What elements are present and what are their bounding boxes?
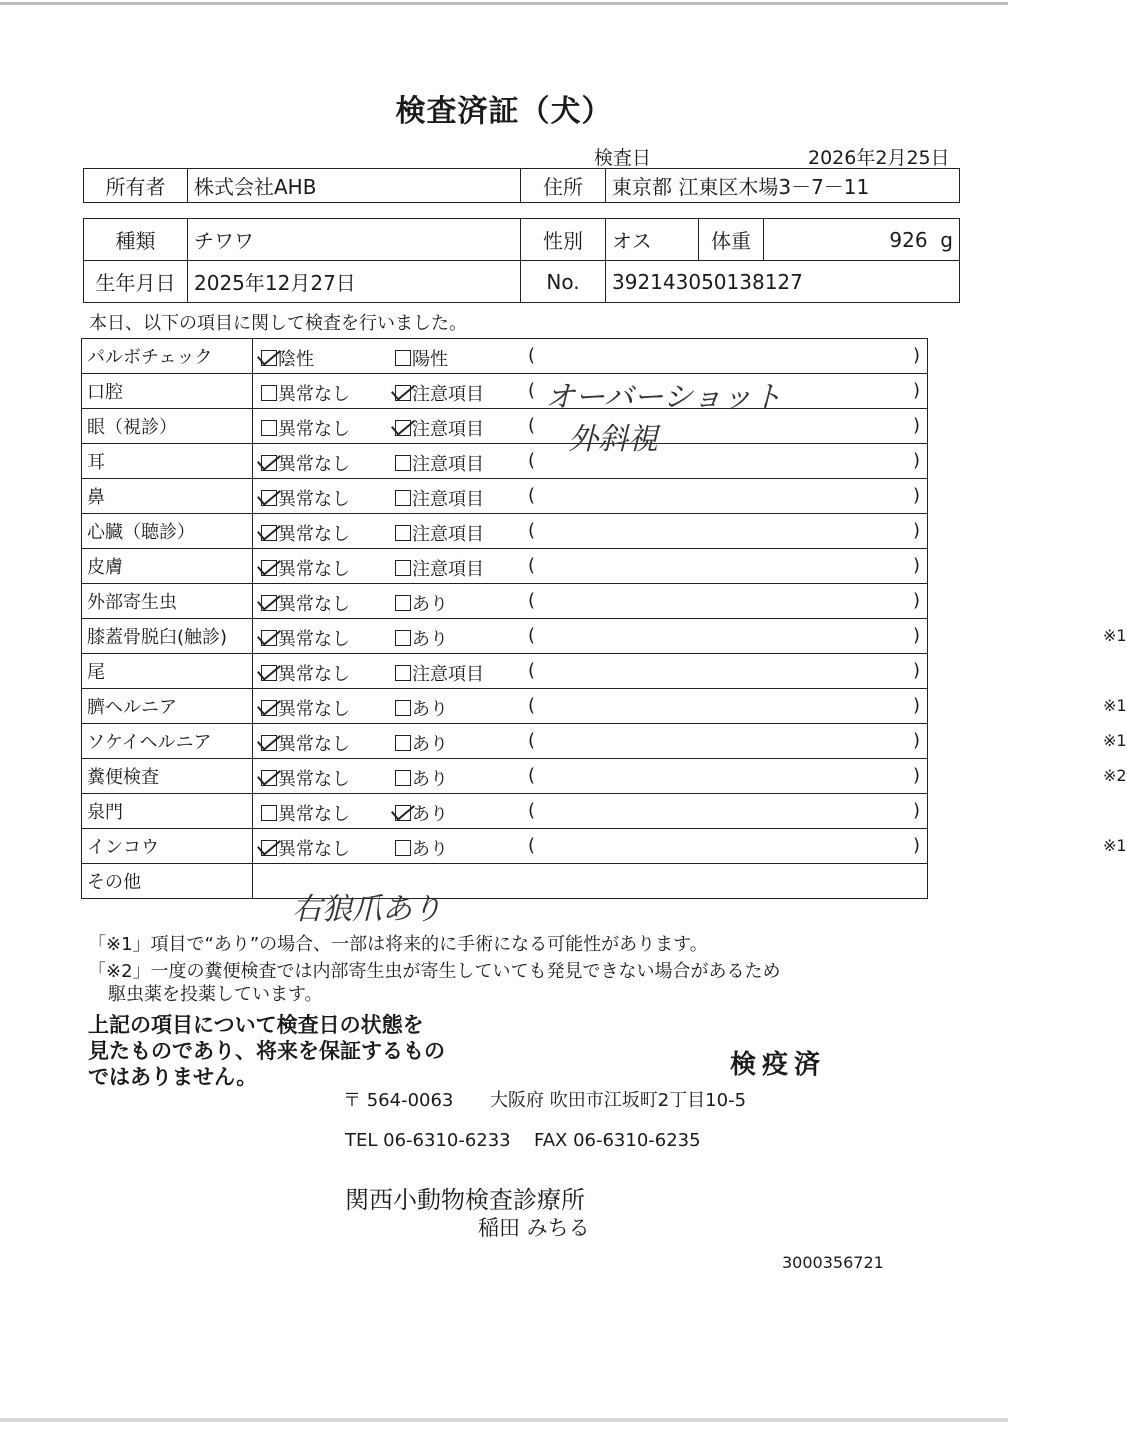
item-name: ソケイヘルニア <box>82 724 253 759</box>
item-name: インコウ <box>82 829 253 864</box>
table-row <box>82 374 928 409</box>
item-result <box>253 549 928 584</box>
option-1-label: 異常なし <box>278 839 350 860</box>
paren-open-icon: ( <box>528 520 536 541</box>
handwritten-note-eye: 外斜視 <box>568 422 658 457</box>
option-1-label: 異常なし <box>278 699 350 720</box>
paren-open-icon: ( <box>528 450 536 471</box>
option-2-label: 注意項目 <box>412 664 484 685</box>
option-2-label: 陽性 <box>412 349 448 370</box>
owner-table <box>83 168 960 203</box>
paren-open-icon: ( <box>528 800 536 821</box>
item-result <box>253 724 1127 759</box>
paren-close-icon: ) <box>913 485 921 506</box>
checkbox-icon <box>395 455 411 471</box>
option-1-label: 異常なし <box>278 489 350 510</box>
item-name: 糞便検査 <box>82 759 253 794</box>
footnote-mark: ※1 <box>1103 836 1127 855</box>
weight-label: 体重 <box>699 219 764 261</box>
checkbox-icon <box>395 560 411 576</box>
checkbox-icon <box>395 350 411 366</box>
option-2 <box>395 520 484 546</box>
paren-open-icon: ( <box>528 660 536 681</box>
paren-open-icon: ( <box>528 345 536 366</box>
footnote-mark: ※1 <box>1103 696 1127 715</box>
table-row <box>82 794 928 829</box>
paren-open-icon: ( <box>528 380 536 401</box>
table-row <box>82 339 928 374</box>
sex-label: 性別 <box>521 219 606 261</box>
checkbox-icon <box>395 420 411 436</box>
exam-date-label: 検査日 <box>594 147 652 169</box>
item-name: 心臓（聴診） <box>82 514 253 549</box>
paren-close-icon: ) <box>913 695 921 716</box>
checkbox-icon <box>395 525 411 541</box>
paren-open-icon: ( <box>528 590 536 611</box>
checkbox-icon <box>261 595 277 611</box>
paren-close-icon: ) <box>913 625 921 646</box>
item-name: 皮膚 <box>82 549 253 584</box>
table-row <box>82 584 928 619</box>
checkbox-icon <box>261 700 277 716</box>
option-1-label: 陰性 <box>278 349 314 370</box>
paren-close-icon: ) <box>913 730 921 751</box>
item-name-other: その他 <box>82 864 253 899</box>
table-row <box>82 689 928 724</box>
paren-close-icon: ) <box>913 415 921 436</box>
option-1-label: 異常なし <box>278 629 350 650</box>
checkbox-icon <box>395 665 411 681</box>
paren-close-icon: ) <box>913 660 921 681</box>
clinic-fax: FAX 06-6310-6235 <box>534 1130 701 1151</box>
footnote-mark: ※1 <box>1103 626 1127 645</box>
footnote-mark: ※2 <box>1103 766 1127 785</box>
option-2-label: 注意項目 <box>412 524 484 545</box>
option-2-label: 注意項目 <box>412 489 484 510</box>
checkbox-icon <box>261 665 277 681</box>
option-1-label: 異常なし <box>278 384 350 405</box>
item-result <box>253 689 1127 724</box>
clinic-person: 稲田 みちる <box>478 1216 590 1240</box>
option-1 <box>261 415 350 441</box>
checkbox-icon <box>261 840 277 856</box>
option-1 <box>261 450 350 476</box>
birth-label: 生年月日 <box>84 261 188 303</box>
table-row <box>82 549 928 584</box>
table-row <box>82 759 928 794</box>
option-2 <box>395 660 484 686</box>
option-2 <box>395 450 484 476</box>
paren-open-icon: ( <box>528 555 536 576</box>
paren-close-icon: ) <box>913 835 921 856</box>
option-1-label: 異常なし <box>278 559 350 580</box>
breed-label: 種類 <box>84 219 188 261</box>
option-1-label: 異常なし <box>278 734 350 755</box>
paren-close-icon: ) <box>913 590 921 611</box>
footnote-mark: ※1 <box>1103 731 1127 750</box>
option-1-label: 異常なし <box>278 804 350 825</box>
footnote-2: 「※2」一度の糞便検査では内部寄生虫が寄生していても発見できない場合があるため <box>88 961 781 982</box>
item-name: 泉門 <box>82 794 253 829</box>
checkbox-icon <box>261 525 277 541</box>
owner-value: 株式会社AHB <box>188 169 521 203</box>
address-label: 住所 <box>521 169 606 203</box>
handwritten-note-oral: オーバーショット <box>545 380 783 415</box>
checkbox-icon <box>395 630 411 646</box>
option-2 <box>395 485 484 511</box>
option-2-label: あり <box>412 699 448 720</box>
option-2-label: あり <box>412 594 448 615</box>
option-2-label: あり <box>412 804 448 825</box>
option-1 <box>261 800 350 826</box>
document-code: 3000356721 <box>782 1253 884 1272</box>
checkbox-icon <box>261 385 277 401</box>
option-2 <box>395 555 484 581</box>
checkbox-icon <box>261 560 277 576</box>
item-result <box>253 514 928 549</box>
option-2-label: あり <box>412 839 448 860</box>
item-name: 眼（視診） <box>82 409 253 444</box>
checkbox-icon <box>261 350 277 366</box>
option-1 <box>261 660 350 686</box>
paren-close-icon: ) <box>913 345 921 366</box>
option-1 <box>261 695 350 721</box>
item-name: 耳 <box>82 444 253 479</box>
option-2-label: あり <box>412 734 448 755</box>
option-1-label: 異常なし <box>278 419 350 440</box>
option-1 <box>261 730 350 756</box>
checkbox-icon <box>261 735 277 751</box>
footnote-1: 「※1」項目で“あり”の場合、一部は将来的に手術になる可能性があります。 <box>88 934 708 955</box>
checkbox-icon <box>395 490 411 506</box>
no-value: 392143050138127 <box>606 261 960 303</box>
table-row <box>82 829 928 864</box>
birth-value: 2025年12月27日 <box>188 261 521 303</box>
paren-open-icon: ( <box>528 415 536 436</box>
handwritten-note-other: 右狼爪あり <box>292 892 442 927</box>
item-result <box>253 654 928 689</box>
option-2 <box>395 380 484 406</box>
option-1 <box>261 835 350 861</box>
table-row <box>82 619 928 654</box>
option-2 <box>395 730 448 756</box>
breed-value: チワワ <box>188 219 521 261</box>
item-result <box>253 759 1127 794</box>
clinic-name: 関西小動物検査診療所 <box>345 1186 585 1214</box>
option-1 <box>261 590 350 616</box>
item-name: 外部寄生虫 <box>82 584 253 619</box>
option-2 <box>395 800 448 826</box>
option-1 <box>261 520 350 546</box>
scan-top-edge <box>0 2 1008 5</box>
no-label: No. <box>521 261 606 303</box>
item-result <box>253 794 928 829</box>
quarantine-stamp: 検疫済 <box>730 1050 827 1080</box>
table-row <box>82 444 928 479</box>
exam-date-value: 2026年2月25日 <box>808 147 950 169</box>
owner-label: 所有者 <box>84 169 188 203</box>
option-2 <box>395 765 448 791</box>
checkbox-icon <box>261 420 277 436</box>
clinic-address: 大阪府 吹田市江坂町2丁目10-5 <box>490 1090 747 1111</box>
checkbox-icon <box>261 805 277 821</box>
option-2-label: あり <box>412 769 448 790</box>
option-2-label: 注意項目 <box>412 419 484 440</box>
dog-table <box>83 218 960 303</box>
option-1-label: 異常なし <box>278 524 350 545</box>
clinic-tel: TEL 06-6310-6233 <box>345 1130 511 1151</box>
item-name: 鼻 <box>82 479 253 514</box>
item-name: 尾 <box>82 654 253 689</box>
table-row <box>82 514 928 549</box>
table-row <box>82 479 928 514</box>
checkbox-icon <box>395 385 411 401</box>
paren-open-icon: ( <box>528 485 536 506</box>
option-2-label: 注意項目 <box>412 559 484 580</box>
scan-bottom-edge <box>0 1418 1008 1422</box>
item-result <box>253 829 1127 864</box>
declaration-line-3: ではありません。 <box>88 1065 258 1089</box>
clinic-postal: 〒 564-0063 <box>343 1090 454 1111</box>
checkbox-icon <box>395 735 411 751</box>
option-1 <box>261 345 314 371</box>
option-1-label: 異常なし <box>278 454 350 475</box>
declaration-line-2: 見たものであり、将来を保証するもの <box>88 1039 445 1063</box>
declaration-line-1: 上記の項目について検査日の状態を <box>88 1013 424 1037</box>
paren-close-icon: ) <box>913 800 921 821</box>
inspection-table <box>81 338 1127 899</box>
option-2 <box>395 835 448 861</box>
option-1 <box>261 625 350 651</box>
option-2 <box>395 590 448 616</box>
checkbox-icon <box>395 595 411 611</box>
option-1-label: 異常なし <box>278 664 350 685</box>
weight-cell <box>764 219 960 261</box>
option-1 <box>261 555 350 581</box>
checkbox-icon <box>261 490 277 506</box>
sex-value: オス <box>606 219 699 261</box>
paren-open-icon: ( <box>528 765 536 786</box>
weight-value: 926 <box>889 227 928 252</box>
paren-close-icon: ) <box>913 380 921 401</box>
option-2 <box>395 415 484 441</box>
table-row <box>82 654 928 689</box>
document-title: 検査済証（犬） <box>395 94 613 129</box>
table-row <box>82 409 928 444</box>
paren-close-icon: ) <box>913 450 921 471</box>
checkbox-icon <box>395 770 411 786</box>
paren-close-icon: ) <box>913 765 921 786</box>
item-result <box>253 339 928 374</box>
option-2 <box>395 695 448 721</box>
intro-text: 本日、以下の項目に関して検査を行いました。 <box>89 313 467 334</box>
item-result <box>253 479 928 514</box>
paren-open-icon: ( <box>528 835 536 856</box>
paren-open-icon: ( <box>528 730 536 751</box>
option-2 <box>395 625 448 651</box>
table-row-other <box>82 864 928 899</box>
checkbox-icon <box>395 700 411 716</box>
checkbox-icon <box>261 770 277 786</box>
paren-close-icon: ) <box>913 555 921 576</box>
option-2-label: 注意項目 <box>412 384 484 405</box>
checkbox-icon <box>395 805 411 821</box>
checkbox-icon <box>395 840 411 856</box>
item-name: 臍ヘルニア <box>82 689 253 724</box>
option-2-label: あり <box>412 629 448 650</box>
item-result <box>253 619 1127 654</box>
option-1 <box>261 380 350 406</box>
item-result <box>253 584 928 619</box>
footnote-2-cont: 駆虫薬を投薬しています。 <box>108 984 323 1005</box>
paren-close-icon: ) <box>913 520 921 541</box>
option-1-label: 異常なし <box>278 594 350 615</box>
item-name: 膝蓋骨脱臼(触診) <box>82 619 253 654</box>
checkbox-icon <box>261 630 277 646</box>
option-2-label: 注意項目 <box>412 454 484 475</box>
option-2 <box>395 345 448 371</box>
option-1 <box>261 765 350 791</box>
checkbox-icon <box>261 455 277 471</box>
item-name: 口腔 <box>82 374 253 409</box>
option-1 <box>261 485 350 511</box>
item-name: パルボチェック <box>82 339 253 374</box>
paren-open-icon: ( <box>528 695 536 716</box>
option-1-label: 異常なし <box>278 769 350 790</box>
address-value: 東京都 江東区木場3－7－11 <box>606 169 960 203</box>
weight-unit: g <box>940 227 953 252</box>
paren-open-icon: ( <box>528 625 536 646</box>
table-row <box>82 724 928 759</box>
